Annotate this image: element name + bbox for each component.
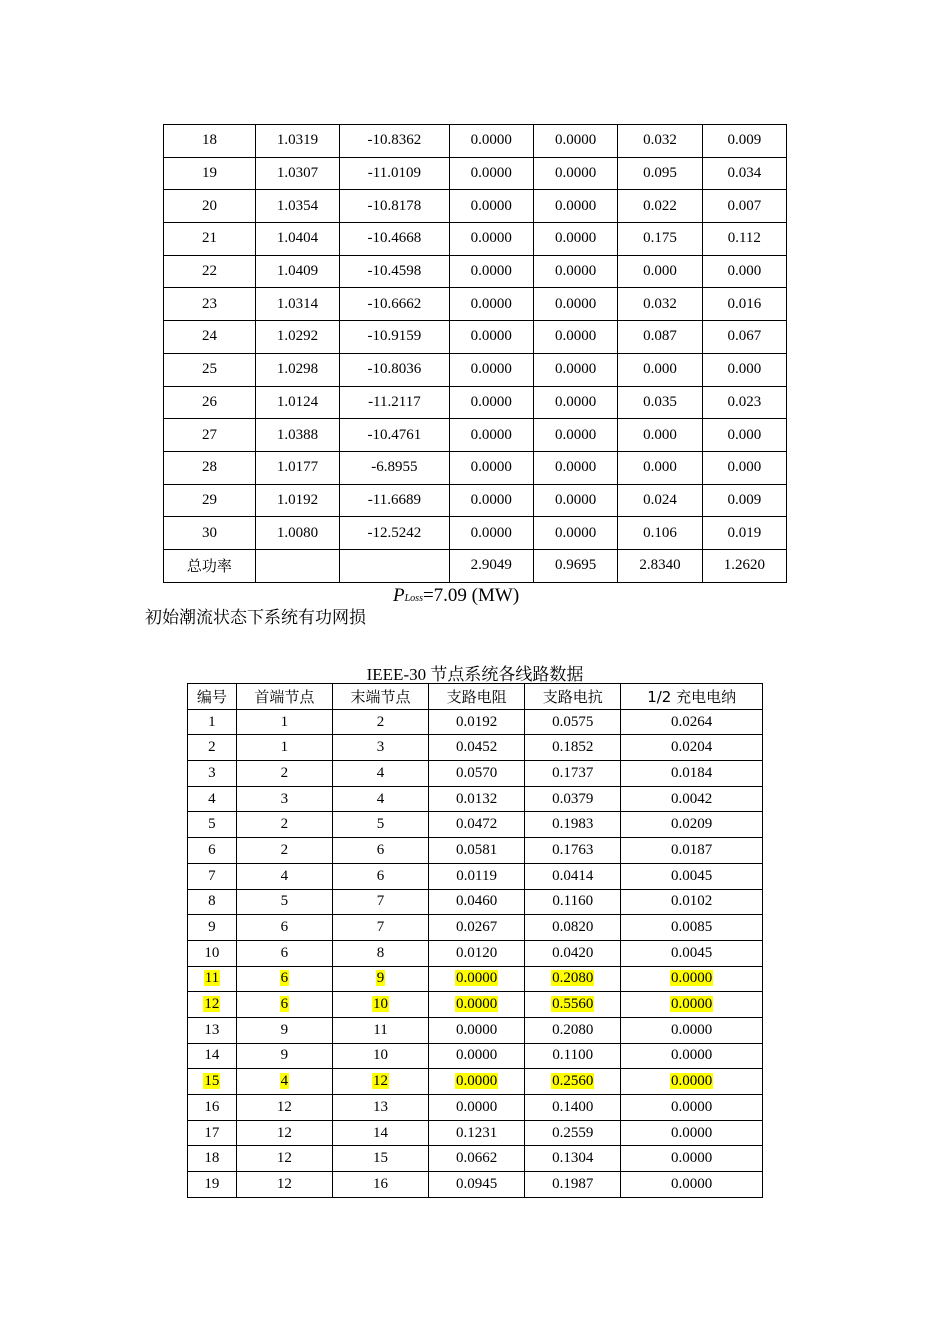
table-cell: 0.035 [618, 386, 702, 419]
table-cell: 2 [332, 709, 428, 735]
table-cell: 0.009 [702, 125, 786, 158]
table-cell: 0.0000 [449, 353, 533, 386]
table-cell: 8 [332, 940, 428, 966]
table-cell: 0.000 [618, 451, 702, 484]
column-header: 1/2 充电电纳 [621, 684, 763, 710]
table-cell: 0.0000 [449, 451, 533, 484]
table-cell: 0.2559 [525, 1120, 621, 1146]
table-cell [429, 966, 525, 992]
table-cell: 0.0000 [449, 386, 533, 419]
highlighted-value: 0.0000 [671, 1073, 713, 1090]
table-cell: 0.0187 [621, 838, 763, 864]
table-cell: 0.0379 [525, 786, 621, 812]
table-cell [621, 966, 763, 992]
table-cell: 25 [164, 353, 256, 386]
table-cell: 0.0000 [449, 255, 533, 288]
highlighted-value: 0.0000 [671, 996, 713, 1013]
table-cell: 13 [332, 1095, 428, 1121]
table-cell: 0.1304 [525, 1146, 621, 1172]
table-cell: 0.0045 [621, 863, 763, 889]
table-cell: 12 [236, 1172, 332, 1198]
table-cell: 4 [332, 786, 428, 812]
table-cell: 1.0314 [255, 288, 339, 321]
table-cell [340, 549, 449, 582]
table-cell: 0.000 [702, 451, 786, 484]
highlighted-value: 4 [280, 1073, 289, 1090]
table-cell: 0.0000 [449, 484, 533, 517]
highlighted-value: 6 [280, 970, 289, 987]
table-cell: 0.0472 [429, 812, 525, 838]
table-cell [332, 992, 428, 1018]
table-cell: 0.0000 [533, 125, 617, 158]
table-cell: 0.1231 [429, 1120, 525, 1146]
formula-rhs: =7.09 (MW) [422, 585, 520, 606]
table-cell: 0.0000 [533, 223, 617, 256]
table-cell: 0.1100 [525, 1043, 621, 1069]
table-cell: 0.0000 [449, 125, 533, 158]
table-cell: -10.4761 [340, 419, 449, 452]
table-row [188, 709, 763, 735]
table-cell: 0.2080 [525, 1017, 621, 1043]
table-cell: 1.0124 [255, 386, 339, 419]
table-cell: 1.0354 [255, 190, 339, 223]
table-row [188, 992, 763, 1018]
table-row [164, 451, 787, 484]
table-cell: 0.0209 [621, 812, 763, 838]
table-cell: 0.0000 [533, 255, 617, 288]
table-cell [188, 992, 237, 1018]
formula-subscript: Loss [404, 593, 423, 604]
table-row [188, 1069, 763, 1095]
table-cell: -12.5242 [340, 517, 449, 550]
table-cell: 0.0120 [429, 940, 525, 966]
highlighted-value: 0.0000 [456, 996, 498, 1013]
table-row [164, 125, 787, 158]
table-cell: -10.4598 [340, 255, 449, 288]
table-cell: 0.000 [618, 255, 702, 288]
table2-title: IEEE-30 节点系统各线路数据 [366, 665, 584, 684]
table-cell: 0.0000 [533, 190, 617, 223]
table-cell [255, 549, 339, 582]
table-cell [429, 1069, 525, 1095]
table-row [164, 190, 787, 223]
table-cell: -10.8178 [340, 190, 449, 223]
table-cell: 0.0000 [621, 1120, 763, 1146]
table-cell: 0.095 [618, 157, 702, 190]
table-cell: 1 [236, 709, 332, 735]
table-cell: 12 [236, 1095, 332, 1121]
formula-symbol: P [393, 585, 405, 606]
table-cell: 0.0000 [449, 517, 533, 550]
table-cell: 0.023 [702, 386, 786, 419]
table-cell: 0.0000 [621, 1043, 763, 1069]
table-row [164, 549, 787, 582]
table-cell: 17 [188, 1120, 237, 1146]
table-cell: 0.175 [618, 223, 702, 256]
table-cell [236, 1069, 332, 1095]
table-cell: 0.1737 [525, 761, 621, 787]
loss-formula [393, 584, 519, 611]
highlighted-value: 9 [376, 970, 385, 987]
highlighted-value: 0.0000 [671, 970, 713, 987]
table-cell: 6 [332, 863, 428, 889]
table-cell: 0.0184 [621, 761, 763, 787]
table-cell: 1.2620 [702, 549, 786, 582]
table-cell: 0.0581 [429, 838, 525, 864]
table-cell [525, 966, 621, 992]
table-cell: 0.032 [618, 288, 702, 321]
table-cell: 0.0000 [533, 321, 617, 354]
highlighted-value: 10 [373, 996, 389, 1013]
table-cell: 0.000 [618, 353, 702, 386]
table-cell [525, 1069, 621, 1095]
column-header: 支路电抗 [525, 684, 621, 710]
table-cell [188, 966, 237, 992]
table-cell: 2 [188, 735, 237, 761]
table-row [188, 735, 763, 761]
table-row [188, 1095, 763, 1121]
table-cell: 9 [236, 1017, 332, 1043]
table-cell: 0.019 [702, 517, 786, 550]
highlighted-value: 6 [280, 996, 289, 1013]
table-cell: 0.0570 [429, 761, 525, 787]
table-cell: 2 [236, 838, 332, 864]
table-cell: 4 [332, 761, 428, 787]
column-header: 首端节点 [236, 684, 332, 710]
table-row [188, 1017, 763, 1043]
table-cell: 15 [332, 1146, 428, 1172]
table-cell: 0.022 [618, 190, 702, 223]
table-cell: 10 [188, 940, 237, 966]
table-header-row [188, 684, 763, 710]
table-cell: 3 [236, 786, 332, 812]
table-cell: 5 [236, 889, 332, 915]
table-cell: 0.0945 [429, 1172, 525, 1198]
table-cell: 12 [236, 1120, 332, 1146]
table-cell: 0.000 [702, 255, 786, 288]
table-row [164, 484, 787, 517]
table-cell [236, 966, 332, 992]
highlighted-value: 0.0000 [456, 970, 498, 987]
table-row [188, 761, 763, 787]
table-cell: 12 [236, 1146, 332, 1172]
table-row [188, 940, 763, 966]
table-cell: 0.0000 [533, 288, 617, 321]
bus-results-table [163, 124, 787, 583]
highlighted-value: 15 [204, 1073, 220, 1090]
table-cell: 18 [164, 125, 256, 158]
table-cell: 0.0264 [621, 709, 763, 735]
table-row [164, 321, 787, 354]
table-cell: 6 [332, 838, 428, 864]
table-cell: 0.106 [618, 517, 702, 550]
table-cell: 0.016 [702, 288, 786, 321]
table-cell: 23 [164, 288, 256, 321]
table-row [188, 838, 763, 864]
table-cell: 30 [164, 517, 256, 550]
table-row [164, 223, 787, 256]
table-cell: -11.6689 [340, 484, 449, 517]
table-cell: 7 [332, 915, 428, 941]
table-cell: 0.0042 [621, 786, 763, 812]
table-cell: -10.9159 [340, 321, 449, 354]
table-cell: 5 [332, 812, 428, 838]
table-cell: 14 [332, 1120, 428, 1146]
column-header: 编号 [188, 684, 237, 710]
table-row [188, 812, 763, 838]
table-cell: 2 [236, 761, 332, 787]
table-cell: 9 [236, 1043, 332, 1069]
table-cell: 0.0204 [621, 735, 763, 761]
table-cell [236, 992, 332, 1018]
table-cell: 28 [164, 451, 256, 484]
table-cell: 0.0000 [533, 484, 617, 517]
table-cell: 1.0307 [255, 157, 339, 190]
table-cell: 3 [332, 735, 428, 761]
table-cell: 0.0132 [429, 786, 525, 812]
table-cell: 0.000 [702, 419, 786, 452]
table-cell: 0.0119 [429, 863, 525, 889]
table-cell: 6 [236, 915, 332, 941]
table-cell: 22 [164, 255, 256, 288]
table-cell: 0.0000 [621, 1017, 763, 1043]
table-cell: 0.0414 [525, 863, 621, 889]
table-cell: 0.087 [618, 321, 702, 354]
table-cell: -10.4668 [340, 223, 449, 256]
table-cell: 0.0575 [525, 709, 621, 735]
table-cell: 1.0388 [255, 419, 339, 452]
table-cell: 0.1852 [525, 735, 621, 761]
table-cell: 14 [188, 1043, 237, 1069]
table-cell: 0.0662 [429, 1146, 525, 1172]
table-cell: 26 [164, 386, 256, 419]
table-cell: 21 [164, 223, 256, 256]
table-cell: 13 [188, 1017, 237, 1043]
table-cell: 2.9049 [449, 549, 533, 582]
table-cell: 0.0000 [533, 353, 617, 386]
table-cell: 16 [332, 1172, 428, 1198]
table-cell: 0.1400 [525, 1095, 621, 1121]
table-cell: 10 [332, 1043, 428, 1069]
table-cell: 0.0000 [621, 1172, 763, 1198]
table-cell: 24 [164, 321, 256, 354]
table-cell: 0.0000 [449, 419, 533, 452]
table-cell: 18 [188, 1146, 237, 1172]
table-cell: 1.0319 [255, 125, 339, 158]
table-cell: 1.0298 [255, 353, 339, 386]
table-cell [621, 992, 763, 1018]
table-cell: 0.0000 [449, 190, 533, 223]
table-row [164, 517, 787, 550]
table-cell: 2 [236, 812, 332, 838]
table-cell: 0.1987 [525, 1172, 621, 1198]
table-cell: 0.009 [702, 484, 786, 517]
table-cell: 2.8340 [618, 549, 702, 582]
table-cell: 0.0460 [429, 889, 525, 915]
table-cell: 0.0000 [621, 1146, 763, 1172]
table-cell: 0.000 [618, 419, 702, 452]
table-row [188, 915, 763, 941]
table-cell: 0.0192 [429, 709, 525, 735]
table-cell: 29 [164, 484, 256, 517]
column-header: 末端节点 [332, 684, 428, 710]
table-cell: 8 [188, 889, 237, 915]
table-cell [429, 992, 525, 1018]
table-cell: 1 [236, 735, 332, 761]
table-cell: 0.0000 [429, 1095, 525, 1121]
table-cell: 0.112 [702, 223, 786, 256]
table-cell: 0.0420 [525, 940, 621, 966]
table-row [188, 1043, 763, 1069]
table-cell: 0.0000 [533, 419, 617, 452]
table-cell [332, 1069, 428, 1095]
table-cell: 16 [188, 1095, 237, 1121]
table-cell [525, 992, 621, 1018]
table-cell: 9 [188, 915, 237, 941]
loss-caption: 初始潮流状态下系统有功网损 [145, 608, 366, 628]
table-cell [621, 1069, 763, 1095]
table-cell: 0.0452 [429, 735, 525, 761]
table-cell: -11.2117 [340, 386, 449, 419]
table-cell: 0.0000 [533, 517, 617, 550]
table-cell: 5 [188, 812, 237, 838]
table-cell: -10.8036 [340, 353, 449, 386]
table-cell: 1 [188, 709, 237, 735]
table-row [188, 1120, 763, 1146]
table-cell: 0.0000 [429, 1043, 525, 1069]
table-cell: 1.0404 [255, 223, 339, 256]
table-cell: 7 [188, 863, 237, 889]
table-cell: 6 [188, 838, 237, 864]
table-cell [332, 966, 428, 992]
table-cell: 20 [164, 190, 256, 223]
table-cell: 0.024 [618, 484, 702, 517]
table-cell: -11.0109 [340, 157, 449, 190]
table-cell [188, 1069, 237, 1095]
table-cell: -10.6662 [340, 288, 449, 321]
table-row [188, 966, 763, 992]
table-cell: 0.000 [702, 353, 786, 386]
table-cell: 27 [164, 419, 256, 452]
highlighted-value: 0.0000 [456, 1073, 498, 1090]
table-row [164, 386, 787, 419]
highlighted-value: 12 [204, 996, 220, 1013]
table-cell: 0.0000 [533, 157, 617, 190]
table-row [188, 863, 763, 889]
highlighted-value: 0.5560 [552, 996, 594, 1013]
table-row [164, 288, 787, 321]
table-cell: 0.0267 [429, 915, 525, 941]
table-cell: 11 [332, 1017, 428, 1043]
table-cell: 0.0000 [449, 157, 533, 190]
table-cell: 0.0000 [533, 386, 617, 419]
table-cell: 0.0000 [449, 321, 533, 354]
table-cell: -6.8955 [340, 451, 449, 484]
table-cell: 1.0080 [255, 517, 339, 550]
table-cell: 0.0045 [621, 940, 763, 966]
table-cell: 4 [236, 863, 332, 889]
table-cell: 0.007 [702, 190, 786, 223]
table-cell: 0.0102 [621, 889, 763, 915]
table-cell: 7 [332, 889, 428, 915]
table-row [188, 889, 763, 915]
highlighted-value: 11 [204, 970, 220, 987]
table-cell: 0.1160 [525, 889, 621, 915]
table-cell: 0.0085 [621, 915, 763, 941]
table-row [188, 1172, 763, 1198]
table-cell: 0.1763 [525, 838, 621, 864]
highlighted-value: 12 [373, 1073, 389, 1090]
table-cell: 1.0409 [255, 255, 339, 288]
table-cell: 0.0000 [449, 223, 533, 256]
table-cell: 0.067 [702, 321, 786, 354]
table-cell: 总功率 [164, 549, 256, 582]
table-cell: 4 [188, 786, 237, 812]
table-cell: 0.0000 [429, 1017, 525, 1043]
table-cell: 0.0000 [621, 1095, 763, 1121]
table-row [164, 157, 787, 190]
highlighted-value: 0.2080 [552, 970, 594, 987]
table-cell: 6 [236, 940, 332, 966]
table-cell: 0.0000 [533, 451, 617, 484]
table-row [188, 1146, 763, 1172]
table-cell: 0.032 [618, 125, 702, 158]
table-cell: 0.1983 [525, 812, 621, 838]
table-row [164, 419, 787, 452]
table-cell: 19 [164, 157, 256, 190]
line-data-table [187, 683, 763, 1198]
column-header: 支路电阻 [429, 684, 525, 710]
table-cell: 0.034 [702, 157, 786, 190]
table-row [188, 786, 763, 812]
table-cell: 1.0292 [255, 321, 339, 354]
table-cell: 0.0820 [525, 915, 621, 941]
table-cell: -10.8362 [340, 125, 449, 158]
table-cell: 1.0192 [255, 484, 339, 517]
highlighted-value: 0.2560 [552, 1073, 594, 1090]
table-cell: 19 [188, 1172, 237, 1198]
table-cell: 0.9695 [533, 549, 617, 582]
table-cell: 1.0177 [255, 451, 339, 484]
table-cell: 3 [188, 761, 237, 787]
table-row [164, 353, 787, 386]
table-row [164, 255, 787, 288]
table-cell: 0.0000 [449, 288, 533, 321]
